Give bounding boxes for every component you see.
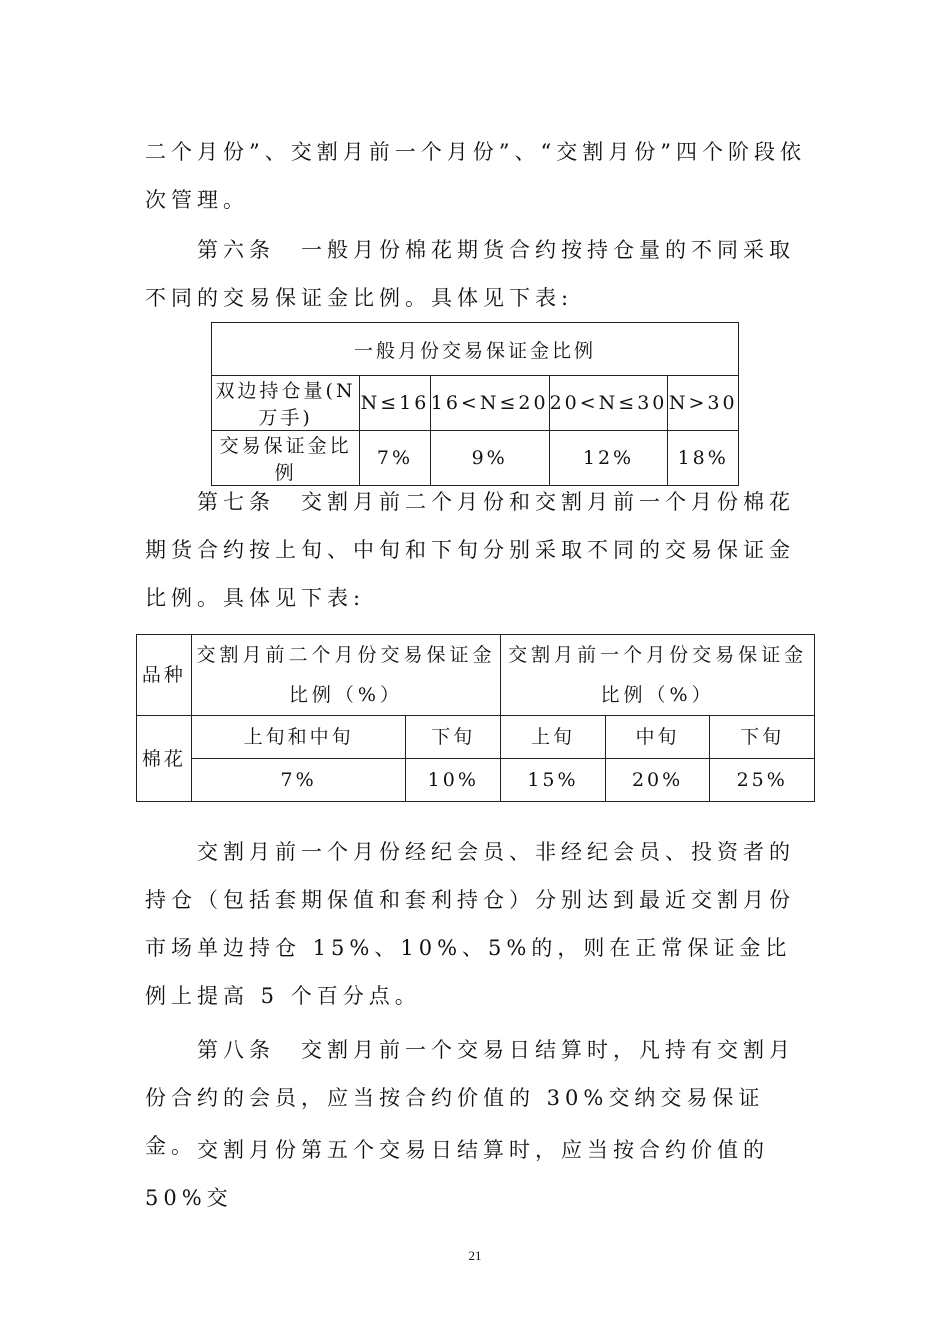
table1-rate: 12% xyxy=(549,431,668,486)
table1-position-label: 双边持仓量(N 万手) xyxy=(212,376,360,431)
table2-value: 10% xyxy=(406,759,501,802)
table1-range: N>30 xyxy=(668,376,739,431)
table2-variety-header: 品种 xyxy=(137,635,192,716)
table1-range: N≤16 xyxy=(360,376,431,431)
paragraph-phases: 二个月份”、交割月前一个月份”、“交割月份”四个阶段依次管理。 xyxy=(145,140,806,212)
table2-subheader: 下旬 xyxy=(406,716,501,759)
paragraph-article-6: 第六条 一般月份棉花期货合约按持仓量的不同采取不同的交易保证金比例。具体见下表: xyxy=(145,238,795,310)
table1-rate: 7% xyxy=(360,431,431,486)
table2-subheader: 下旬 xyxy=(710,716,815,759)
table1-rate: 9% xyxy=(430,431,549,486)
table1-title: 一般月份交易保证金比例 xyxy=(212,323,739,376)
table2-group1-header: 交割月前二个月份交易保证金比例（%） xyxy=(191,635,500,716)
table2-subheader: 上旬和中旬 xyxy=(191,716,406,759)
general-month-margin-table xyxy=(211,322,739,486)
table1-range: 16<N≤20 xyxy=(430,376,549,431)
table2-subheader: 上旬 xyxy=(501,716,606,759)
table2-value: 20% xyxy=(605,759,710,802)
paragraph-article-8: 第八条 交割月前一个交易日结算时，凡持有交割月份合约的会员，应当按合约价值的 30%交纳交易保证金。 xyxy=(145,1038,795,1158)
table2-value: 7% xyxy=(191,759,406,802)
table1-rate: 18% xyxy=(668,431,739,486)
paragraph-position-rule: 交割月前一个月份经纪会员、非经纪会员、投资者的持仓（包括套期保值和套利持仓）分别达到最近交割月份市场单边持仓 15%、10%、5%的，则在正常保证金比例上提高 5 个百分点。 xyxy=(145,840,795,1008)
table2-variety: 棉花 xyxy=(137,716,192,802)
paragraph-fifth-day: 交割月份第五个交易日结算时，应当按合约价值的 50%交 xyxy=(145,1138,769,1210)
table2-group2-header: 交割月前一个月份交易保证金比例（%） xyxy=(501,635,815,716)
table2-value: 25% xyxy=(710,759,815,802)
paragraph-article-7: 第七条 交割月前二个月份和交割月前一个月份棉花期货合约按上旬、中旬和下旬分别采取不同的交易保证金比例。具体见下表: xyxy=(145,490,795,610)
table2-value: 15% xyxy=(501,759,606,802)
table2-subheader: 中旬 xyxy=(605,716,710,759)
page-number: 21 xyxy=(468,1248,482,1263)
delivery-month-margin-table xyxy=(136,634,815,802)
table1-range: 20<N≤30 xyxy=(549,376,668,431)
table1-rate-label: 交易保证金比例 xyxy=(212,431,360,486)
